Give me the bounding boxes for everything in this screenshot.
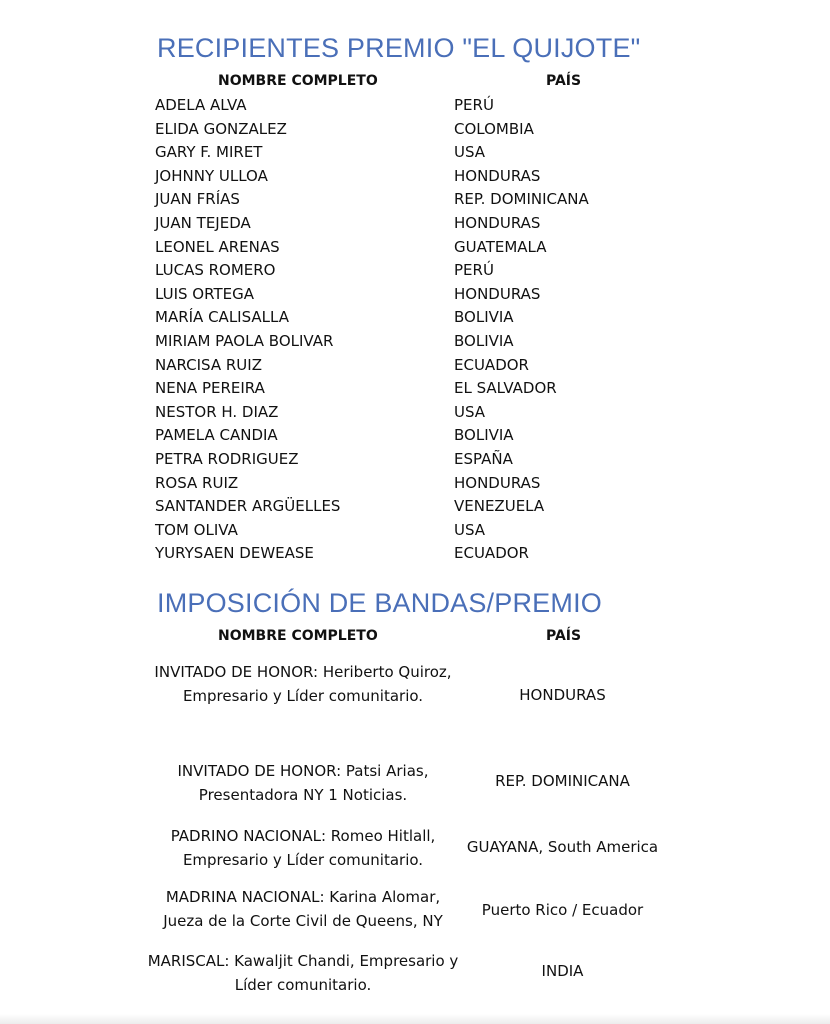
recipient-name: LEONEL ARENAS	[155, 237, 280, 256]
recipient-country: COLOMBIA	[454, 119, 534, 138]
table-row	[0, 141, 830, 164]
band-row-name: INVITADO DE HONOR: Heriberto Quiroz, Empresario y Líder comunitario.	[154, 663, 452, 705]
recipient-name: SANTANDER ARGÜELLES	[155, 497, 341, 516]
band-row-country: GUAYANA, South America	[466, 838, 659, 856]
recipient-name: NESTOR H. DIAZ	[155, 402, 279, 421]
band-row-country: Puerto Rico / Ecuador	[481, 901, 644, 919]
recipient-country: ESPAÑA	[454, 450, 513, 468]
table-row	[0, 236, 830, 259]
table-row	[0, 542, 830, 565]
band-row-country: HONDURAS	[519, 686, 606, 704]
recipient-name: TOM OLIVA	[155, 520, 238, 539]
table-row	[0, 212, 830, 235]
recipient-name: PETRA RODRIGUEZ	[155, 450, 299, 468]
recipient-country: EL SALVADOR	[454, 379, 557, 398]
table-row	[0, 401, 830, 424]
recipient-name: YURYSAEN DEWEASE	[155, 544, 314, 563]
section1-header-country: PAÍS	[546, 73, 582, 89]
table-row	[0, 188, 830, 211]
recipient-country: REP. DOMINICANA	[454, 190, 589, 209]
recipient-name: MIRIAM PAOLA BOLIVAR	[155, 332, 334, 350]
recipient-country: USA	[454, 402, 486, 421]
recipient-name: NARCISA RUIZ	[155, 355, 262, 374]
table-row	[0, 165, 830, 188]
recipient-name: NENA PEREIRA	[155, 379, 265, 398]
recipient-name: GARY F. MIRET	[155, 143, 263, 162]
recipient-name: LUIS ORTEGA	[155, 284, 254, 303]
recipient-name: LUCAS ROMERO	[155, 261, 276, 280]
table-row	[0, 448, 830, 471]
table-row	[0, 519, 830, 542]
recipient-name: JUAN TEJEDA	[155, 214, 251, 232]
section1-header-name: NOMBRE COMPLETO	[218, 73, 378, 89]
band-row-country: INDIA	[541, 962, 584, 980]
recipient-country: PERÚ	[454, 96, 494, 114]
recipient-country: ECUADOR	[454, 544, 529, 563]
recipient-country: GUATEMALA	[454, 237, 547, 256]
recipient-country: HONDURAS	[454, 166, 541, 185]
recipient-country: HONDURAS	[454, 473, 541, 492]
page-bottom-shadow	[0, 1014, 830, 1024]
table-row	[0, 377, 830, 400]
table-row	[0, 424, 830, 447]
recipient-name: MARÍA CALISALLA	[155, 308, 289, 327]
recipient-country: USA	[454, 143, 486, 162]
band-row-name: PADRINO NACIONAL: Romeo Hitlall, Empresario y Líder comunitario.	[170, 827, 436, 869]
recipient-country: USA	[454, 520, 486, 539]
section2-header-country: PAÍS	[546, 628, 582, 644]
recipient-country: HONDURAS	[454, 284, 541, 303]
table-row	[0, 94, 830, 117]
band-row-country: REP. DOMINICANA	[495, 772, 630, 790]
section1-title: RECIPIENTES PREMIO "EL QUIJOTE"	[157, 33, 641, 63]
table-row	[0, 354, 830, 377]
recipient-name: ROSA RUIZ	[155, 473, 239, 492]
section2-header-name: NOMBRE COMPLETO	[218, 628, 378, 644]
section2-title: IMPOSICIÓN DE BANDAS/PREMIO	[157, 588, 602, 618]
band-row-name: MARISCAL: Kawaljit Chandi, Empresario y Líder comunitario.	[147, 952, 459, 994]
recipient-country: HONDURAS	[454, 214, 541, 232]
recipient-country: BOLIVIA	[454, 308, 514, 327]
table-row	[0, 330, 830, 353]
band-row-name: MADRINA NACIONAL: Karina Alomar, Jueza de la Corte Civil de Queens, NY	[163, 888, 443, 930]
band-row-name: INVITADO DE HONOR: Patsi Arias, Presentadora NY 1 Noticias.	[177, 762, 429, 804]
table-row	[0, 259, 830, 282]
recipient-name: ELIDA GONZALEZ	[155, 119, 287, 138]
recipient-name: ADELA ALVA	[155, 96, 247, 114]
recipient-country: PERÚ	[454, 261, 494, 280]
recipient-name: JUAN FRÍAS	[155, 190, 240, 209]
table-row	[0, 118, 830, 141]
recipient-name: JOHNNY ULLOA	[155, 166, 268, 185]
recipient-country: BOLIVIA	[454, 332, 514, 350]
recipient-country: ECUADOR	[454, 355, 529, 374]
recipient-name: PAMELA CANDIA	[155, 426, 278, 445]
recipient-country: BOLIVIA	[454, 426, 514, 445]
recipient-country: VENEZUELA	[454, 497, 545, 516]
table-row	[0, 472, 830, 495]
table-row	[0, 306, 830, 329]
table-row	[0, 495, 830, 518]
table-row	[0, 283, 830, 306]
